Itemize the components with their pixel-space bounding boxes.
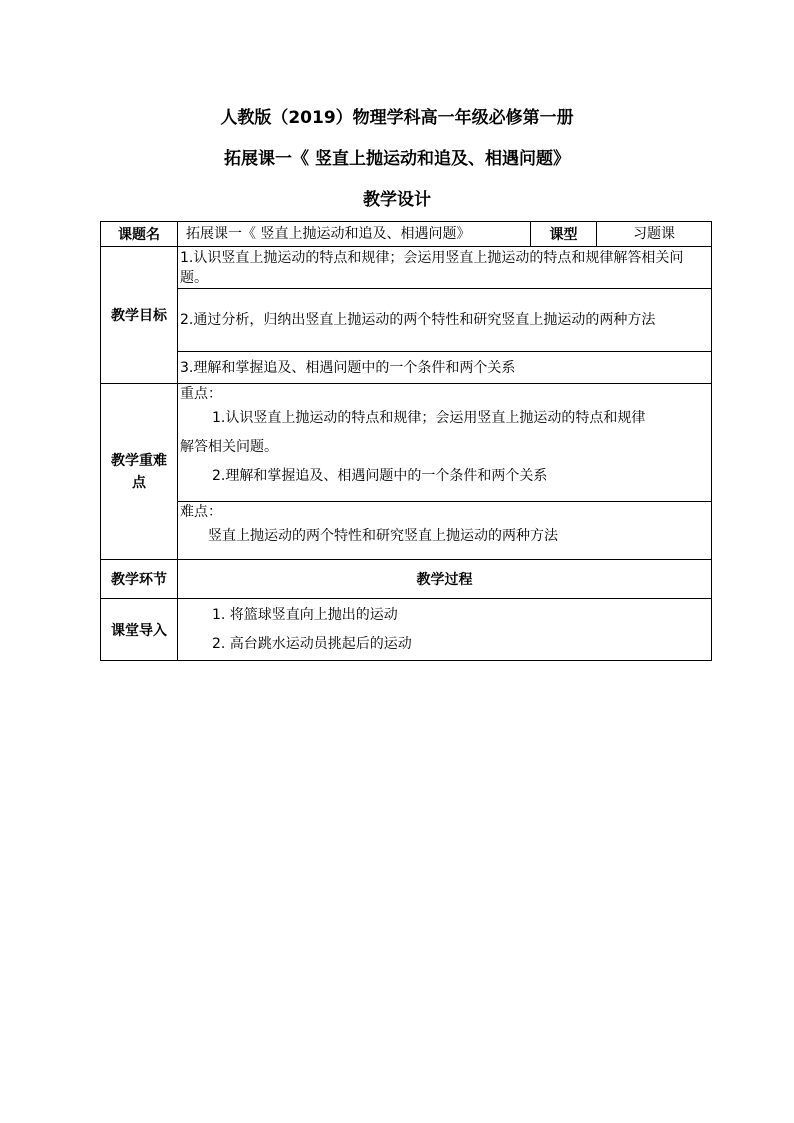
key-item-1b: 解答相关问题。: [180, 439, 278, 455]
key-difficulty-label: [101, 384, 178, 560]
type-value: 习题课: [597, 222, 712, 247]
goal-item-2: 2.通过分析，归纳出竖直上抛运动的两个特性和研究竖直上抛运动的两种方法: [178, 289, 712, 352]
difficulty-cell: [178, 502, 712, 560]
difficulty-row: [101, 502, 712, 560]
intro-item-2: 2. 高台跳水运动员挑起后的运动: [212, 635, 412, 652]
intro-item-1: 1. 将篮球竖直向上抛出的运动: [212, 606, 398, 623]
type-label: 课型: [531, 222, 597, 247]
intro-row: [101, 599, 712, 661]
key-label-part1: 教学重难: [111, 452, 167, 469]
design-title: 教学设计: [363, 190, 431, 210]
key-item-1a: 1.认识竖直上抛运动的特点和规律；会运用竖直上抛运动的特点和规律: [212, 410, 646, 426]
process-right-header: 教学过程: [178, 560, 712, 599]
intro-label: 课堂导入: [101, 599, 178, 661]
goal-item-3: 3.理解和掌握追及、相遇问题中的一个条件和两个关系: [178, 352, 712, 384]
key-title: 重点：: [180, 386, 222, 402]
process-header-row: [101, 560, 712, 599]
topic-label: 课题名: [101, 222, 178, 247]
goal-row-2: [101, 289, 712, 352]
goal-row-1: [101, 247, 712, 289]
difficulty-item: 竖直上抛运动的两个特性和研究竖直上抛运动的两种方法: [208, 528, 558, 544]
doc-title: 人教版（2019）物理学科高一年级必修第一册: [220, 108, 574, 128]
topic-row: [101, 222, 712, 247]
key-item-2: 2.理解和掌握追及、相遇问题中的一个条件和两个关系: [212, 468, 548, 484]
key-label-part2: 点: [132, 474, 146, 491]
intro-cell: [178, 599, 712, 661]
process-left-header: 教学环节: [101, 560, 178, 599]
lesson-plan-table: [100, 221, 712, 661]
goal-row-3: [101, 352, 712, 384]
topic-value: 拓展课一《 竖直上抛运动和追及、相遇问题》: [178, 222, 531, 247]
key-points-cell: [178, 384, 712, 502]
goals-label: 教学目标: [101, 247, 178, 384]
key-row: [101, 384, 712, 502]
difficulty-title: 难点：: [180, 504, 222, 520]
lesson-title: 拓展课一《 竖直上抛运动和追及、相遇问题》: [224, 149, 570, 169]
goal-item-1: 1.认识竖直上抛运动的特点和规律；会运用竖直上抛运动的特点和规律解答相关问题。: [178, 247, 712, 289]
